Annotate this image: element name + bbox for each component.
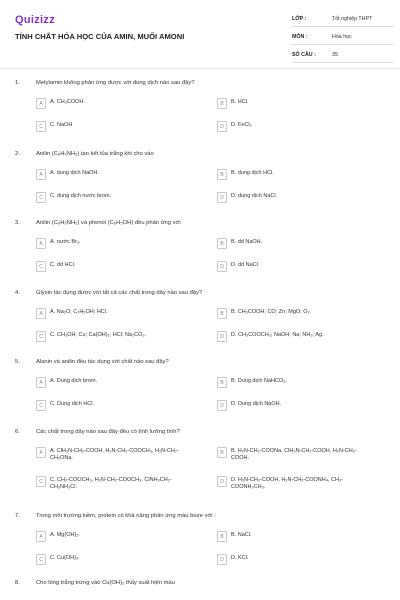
question-count-value: 35 bbox=[332, 52, 338, 58]
option-text: C. NaOH bbox=[50, 122, 73, 128]
option-letter: A bbox=[36, 531, 46, 542]
option-letter: C bbox=[36, 192, 46, 203]
option-letter: A bbox=[36, 308, 46, 319]
option-text: C. Dung dịch HCl. bbox=[50, 401, 95, 407]
question-number: 3. bbox=[15, 220, 20, 226]
question-number: 5. bbox=[15, 359, 20, 365]
option-letter: D bbox=[217, 192, 227, 203]
option-text: D. KCl. bbox=[231, 555, 249, 561]
subject-row bbox=[292, 30, 394, 45]
option-b[interactable] bbox=[217, 531, 371, 542]
question-count-label: SỐ CÂU : bbox=[292, 52, 316, 58]
option-letter: D bbox=[217, 476, 227, 487]
option-text: D. H₂N-CH₂-COOH, H₂N-CH₂-COONH₄, CH₃-COONH₃CH₃. bbox=[231, 477, 344, 490]
option-d[interactable] bbox=[217, 331, 371, 342]
option-letter: B bbox=[217, 169, 227, 180]
option-c[interactable] bbox=[36, 121, 190, 132]
option-text: B. HCl. bbox=[231, 99, 249, 105]
question-text: Alanin và anilin đều tác dụng với chất nào sau đây? bbox=[36, 359, 169, 365]
option-text: C. dd HCl. bbox=[50, 262, 76, 268]
option-d[interactable] bbox=[217, 121, 371, 132]
option-text: B. CH₃COOH; CO; Zn; MgO; O₂. bbox=[231, 309, 312, 315]
option-letter: B bbox=[217, 531, 227, 542]
option-d[interactable] bbox=[217, 554, 371, 565]
question-number: 4. bbox=[15, 290, 20, 296]
option-letter: D bbox=[217, 121, 227, 132]
question-text: Cho lòng trắng trứng vào Cu(OH)₂ thấy xuất hiện màu bbox=[36, 580, 175, 586]
option-b[interactable] bbox=[217, 377, 371, 388]
option-text: B. dung dịch HCl. bbox=[231, 170, 274, 176]
option-letter: A bbox=[36, 238, 46, 249]
class-row bbox=[292, 12, 394, 27]
worksheet-title: TÍNH CHẤT HÓA HỌC CỦA AMIN, MUỐI AMONI bbox=[15, 32, 185, 41]
option-text: A. dung dịch NaOH. bbox=[50, 170, 99, 176]
question-number: 1. bbox=[15, 80, 20, 86]
question-count-row bbox=[292, 48, 394, 63]
option-b[interactable] bbox=[217, 308, 371, 319]
option-letter: A bbox=[36, 377, 46, 388]
question-number: 2. bbox=[15, 151, 20, 157]
option-text: C. CH₃OH; Cu; Ca(OH)₂; HCl; Na₂CO₃. bbox=[50, 332, 147, 338]
option-c[interactable] bbox=[36, 192, 190, 203]
option-text: A. Na₂O; C₂H₅OH; HCl. bbox=[50, 309, 108, 315]
option-text: A. nước Br₂. bbox=[50, 239, 81, 245]
option-d[interactable] bbox=[217, 400, 371, 411]
option-letter: B bbox=[217, 308, 227, 319]
question-number: 7. bbox=[15, 513, 20, 519]
option-letter: C bbox=[36, 121, 46, 132]
option-letter: C bbox=[36, 331, 46, 342]
option-letter: C bbox=[36, 554, 46, 565]
question-number: 8. bbox=[15, 580, 20, 586]
option-a[interactable] bbox=[36, 377, 190, 388]
option-b[interactable] bbox=[217, 98, 371, 109]
option-text: D. FeCl₂ bbox=[231, 122, 252, 128]
question-text: Anilin (C₆H₅NH₂) và phenol (C₆H₅OH) đều phản ứng với bbox=[36, 220, 181, 226]
subject-value: Hóa học bbox=[332, 34, 352, 40]
option-letter: B bbox=[217, 98, 227, 109]
option-letter: A bbox=[36, 447, 46, 458]
quizizz-logo: Quizizz bbox=[15, 14, 55, 26]
option-letter: C bbox=[36, 400, 46, 411]
question-text: Anilin (C₆H₅NH₂) tạo kết tủa trắng khi cho vào bbox=[36, 151, 154, 157]
question-text: Glyxin tác dụng được với tất cả các chất trong dãy nào sau đây? bbox=[36, 290, 203, 296]
option-a[interactable] bbox=[36, 238, 190, 249]
option-d[interactable] bbox=[217, 476, 371, 491]
question-text: Các chất trong dãy nào sau đây đều có tính lưỡng tính? bbox=[36, 429, 180, 435]
option-text: C. Cu(OH)₂. bbox=[50, 555, 80, 561]
option-text: B. NaCl. bbox=[231, 532, 252, 538]
option-text: B. H₂N-CH₂-COONa, ClH₃N-CH₂-COOH, H₂N-CH₂-COOH. bbox=[231, 448, 357, 461]
option-text: D. Dung dịch NaOH. bbox=[231, 401, 282, 407]
option-text: A. Dung dịch brom. bbox=[50, 378, 98, 384]
option-letter: C bbox=[36, 476, 46, 487]
option-c[interactable] bbox=[36, 400, 190, 411]
option-c[interactable] bbox=[36, 331, 190, 342]
option-a[interactable] bbox=[36, 531, 190, 542]
option-text: B. dd NaOH. bbox=[231, 239, 263, 245]
subject-label: MÔN : bbox=[292, 34, 308, 40]
option-text: C. CH₃-COOCH₃, H₂N-CH₂-COOCH₃, ClNH₃CH₂-CH₂NH₃Cl. bbox=[50, 477, 172, 490]
option-letter: C bbox=[36, 261, 46, 272]
option-text: B. Dung dịch NaHCO₃. bbox=[231, 378, 288, 384]
option-a[interactable] bbox=[36, 169, 190, 180]
option-a[interactable] bbox=[36, 98, 190, 109]
class-value: Tốt nghiệp THPT bbox=[332, 16, 373, 22]
meta-info bbox=[292, 12, 394, 66]
option-letter: D bbox=[217, 331, 227, 342]
option-d[interactable] bbox=[217, 261, 371, 272]
option-c[interactable] bbox=[36, 554, 190, 565]
option-b[interactable] bbox=[217, 447, 371, 462]
option-letter: A bbox=[36, 169, 46, 180]
option-c[interactable] bbox=[36, 476, 190, 491]
option-text: A. CH₃COOH. bbox=[50, 99, 85, 105]
option-letter: B bbox=[217, 238, 227, 249]
option-text: D. dung dịch NaCl. bbox=[231, 193, 278, 199]
option-text: A. Mg(OH)₂. bbox=[50, 532, 80, 538]
option-letter: B bbox=[217, 447, 227, 458]
option-letter: A bbox=[36, 98, 46, 109]
option-b[interactable] bbox=[217, 238, 371, 249]
worksheet-header bbox=[0, 0, 400, 69]
option-b[interactable] bbox=[217, 169, 371, 180]
option-c[interactable] bbox=[36, 261, 190, 272]
option-a[interactable] bbox=[36, 308, 190, 319]
option-letter: B bbox=[217, 377, 227, 388]
option-a[interactable] bbox=[36, 447, 190, 462]
option-text: A. ClH₃N-CH₂-COOH, H₂N-CH₂-COOCH₃, H₂N-CH₂-CH₂ONa. bbox=[50, 448, 179, 461]
option-text: D. CH₃COOCH₃; NaOH; Na; NH₃; Ag. bbox=[231, 332, 324, 338]
option-letter: D bbox=[217, 554, 227, 565]
option-text: C. dung dịch nước brom. bbox=[50, 193, 112, 199]
class-label: LỚP : bbox=[292, 16, 307, 22]
option-letter: D bbox=[217, 400, 227, 411]
option-text: D. dd NaCl. bbox=[231, 262, 260, 268]
question-text: Metylamin không phản ứng được với dung dịch nào sau đây? bbox=[36, 80, 195, 86]
question-number: 6. bbox=[15, 429, 20, 435]
question-text: Trong môi trường kiềm, protein có khả năng phản ứng màu biure với : bbox=[36, 513, 216, 519]
option-d[interactable] bbox=[217, 192, 371, 203]
option-letter: D bbox=[217, 261, 227, 272]
